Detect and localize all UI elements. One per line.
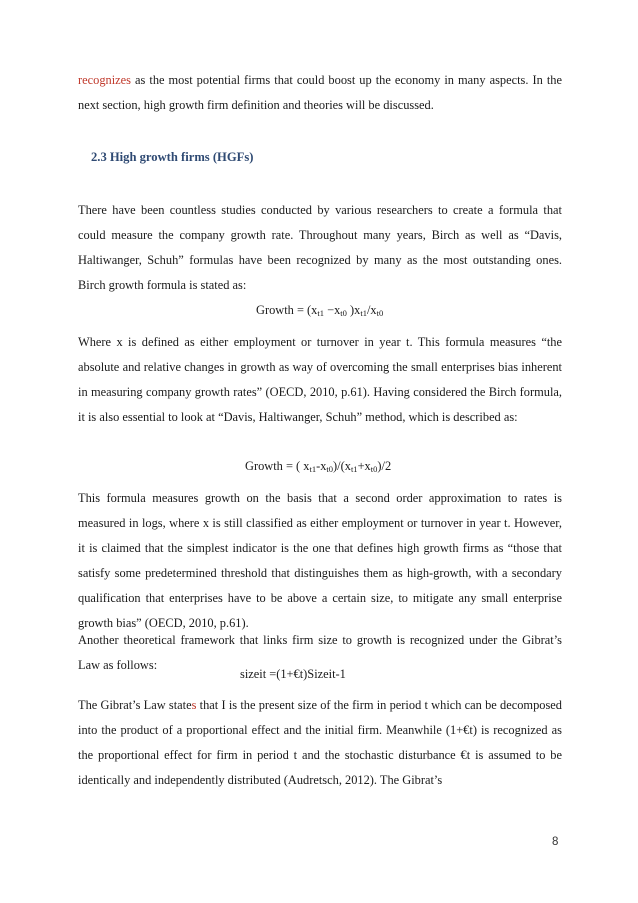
formula-birch: Growth = ($x_{t1} -x_{t0}$ )$x_{t1}/x_{t0}$ — [256, 303, 384, 318]
page-number: 8 — [552, 836, 559, 848]
paragraph-gibrat-intro-text: Another theoretical framework that links firm size to growth is recognized under the Gibrat’s Law as follows: — [78, 633, 562, 672]
paragraph-intro — [78, 68, 562, 118]
paragraph-dhs-text: This formula measures growth on the basis that a second order approximation to rates is measured in logs, where x is still classified as either employment or turnover in year t. However, it is claimed that the simplest indicator is the one that defines high growth firms as “those that satisfy some predetermined threshold that distinguishes them as high-growth, with a secondary qualification that enterprises have to be above a certain size, to mitigate any small enterprise growth bias” (OECD, 2010, p.61). — [78, 491, 562, 630]
paragraph-studies-text: There have been countless studies conducted by various researchers to create a formula that could measure the company growth rate. Throughout many years, Birch as well as “Davis, Haltiwanger, Schuh” formulas have been recognized by many as the most outstanding ones. Birch growth formula is stated as: — [78, 203, 562, 292]
paragraph-studies — [78, 198, 562, 298]
paragraph-gibrat: The Gibrat’s Law states that I is the present size of the firm in period t which can be decomposed into the product of a proportional effect and the initial firm. Meanwhile (1+€t) is recognized as the proportional effect for firm in period t and the stochastic disturbance €t is assumed to be identically and independently distributed (Audretsch, 2012). The Gibrat’s — [78, 698, 562, 787]
highlighted-word: recognizes — [78, 73, 131, 87]
paragraph-birch-text: Where x is defined as either employment or turnover in year t. This formula measures “the absolute and relative changes in growth as way of overcoming the small enterprises bias inherent in measuring company growth rates” (OECD, 2010, p.61). Having considered the Birch formula, it is also essential to look at “Davis, Haltiwanger, Schuh” method, which is described as: — [78, 335, 562, 424]
paragraph-intro-text: as the most potential firms that could boost up the economy in many aspects. In the next section, high growth firm definition and theories will be discussed. — [78, 73, 562, 112]
highlighted-letter: s — [191, 698, 197, 712]
paragraph-birch — [78, 330, 562, 430]
formula-gibrat: sizeit =(1+€t)Sizeit-1 — [240, 667, 346, 681]
paragraph-dhs — [78, 486, 562, 636]
section-heading: 2.3 High growth firms (HGFs) — [91, 150, 254, 164]
formula-dhs: Growth = ( $x_{t1}-x_{t0})/(x_{t1}+x_{t0})/2$ — [245, 459, 392, 474]
